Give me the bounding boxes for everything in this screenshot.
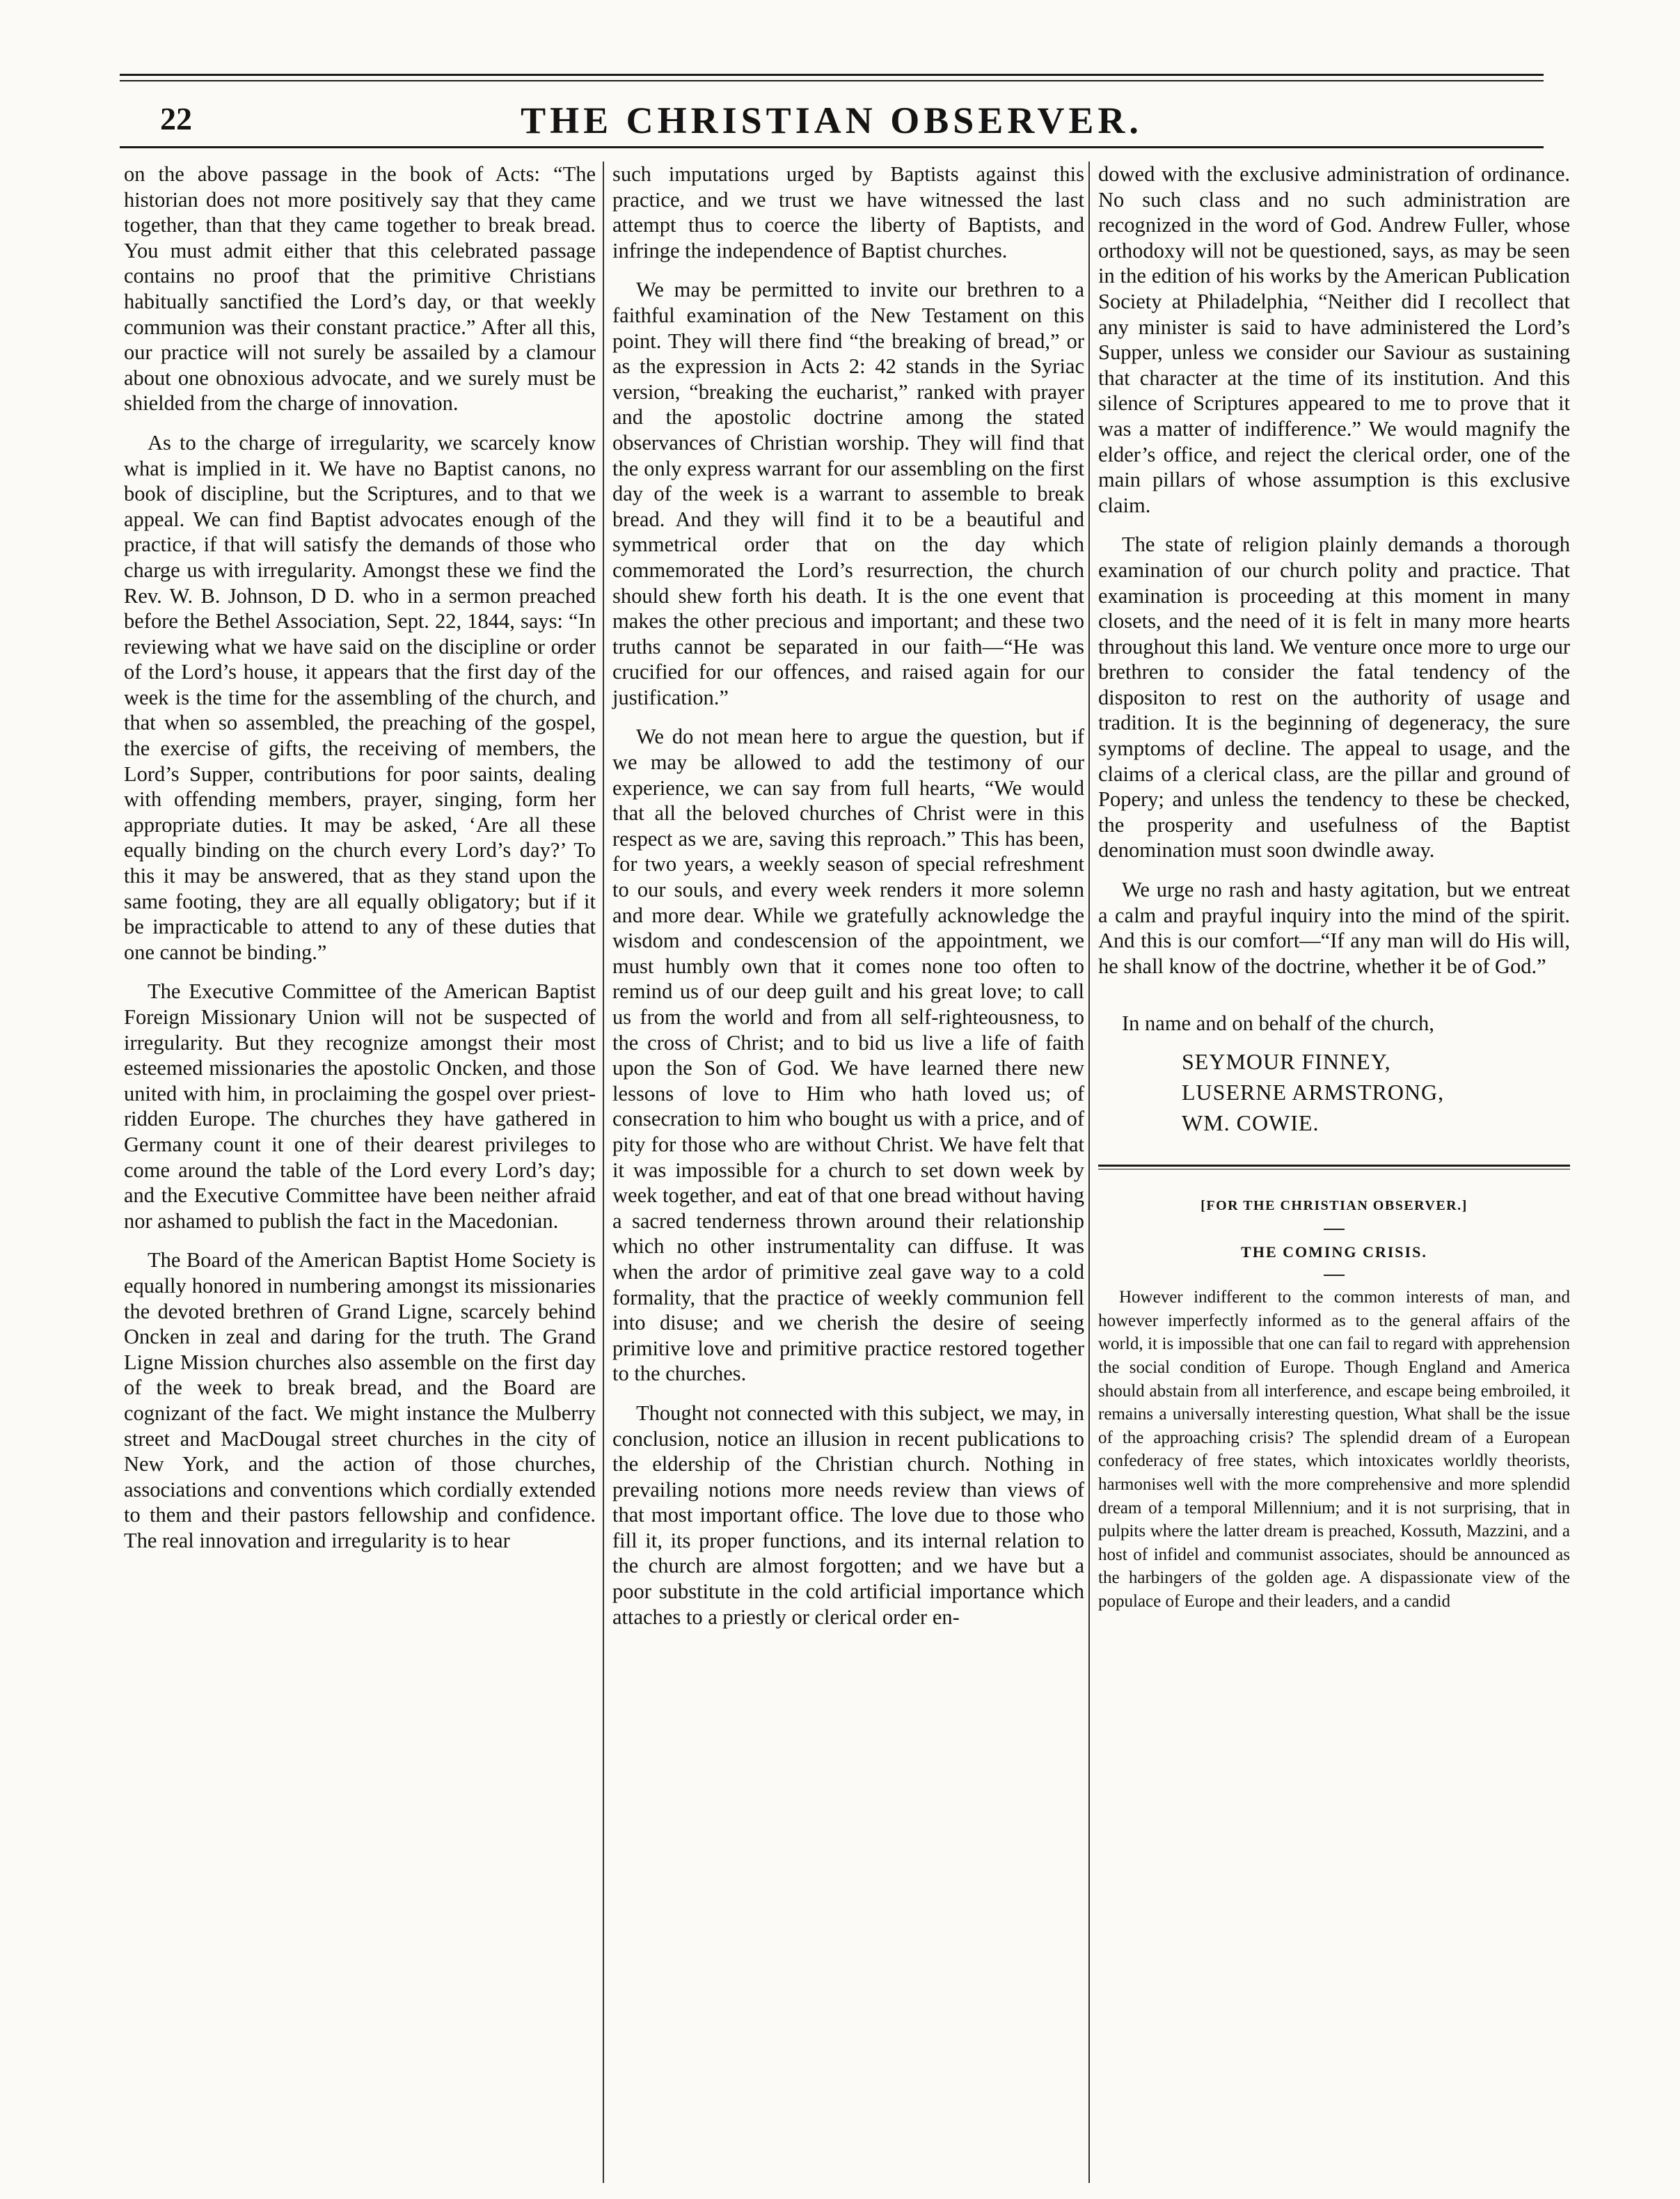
paragraph: on the above passage in the book of Acts: “The historian does not more positively say that they came together, than that they came together to break bread. You must admit either that this celebrated passage contains no proof that the primitive Christians habitually sanctified the Lord’s day, or that weekly communion was their constant practice.” After all this, our practice will not surely be assailed by a clamour about one obnoxious advocate, and we surely must be shielded from the charge of innovation. <box>124 162 596 416</box>
signatory-name: WM. COWIE. <box>1182 1110 1320 1135</box>
paragraph: We may be permitted to invite our brethren to a faithful examination of the New Testament on this point. They will there find “the breaking of bread,” or as the expression in Acts 2: 42 stands in the Syriac version, “breaking the eucharist,” ranked with prayer and the apostolic doctrine among the stated observances of Christian worship. They will find that the only express warrant for our assembling on the first day of the week is a warrant to assemble to break bread. And they will find it to be a beautiful and symmetrical order that on the day which commemorated the Lord’s resurrection, the church should shew forth his death. It is the one event that makes the other precious and important; and these two truths cannot be separated in our faith—“He was crucified for our offences, and raised again for our justification.” <box>612 278 1084 709</box>
masthead <box>120 95 1544 143</box>
short-dash <box>1324 1229 1345 1230</box>
header-rule <box>120 146 1544 148</box>
paragraph: However indifferent to the common interests of man, and however imperfectly informed as to the general affairs of the world, it is impossible that one can fail to regard with apprehension the social condition of Europe. Though England and America should abstain from all interference, and escape being embroiled, it remains a universally interesting question, What shall be the issue of the approaching crisis? The splendid dream of a European confederacy of free states, which intoxicates worldly theorists, harmonises well with the more comprehensive and more splendid dream of a temporal Millennium; and it is not surprising, that in pulpits where the latter dream is preached, Kossuth, Mazzini, and a host of infidel and communist associates, should be announced as the harbingers of the golden age. A dispassionate view of the populace of Europe and their leaders, and a candid <box>1098 1288 1570 1611</box>
paragraph: We urge no rash and hasty agitation, but we entreat a calm and prayful inquiry into the mind of the spirit. And this is our comfort—“If any man will do His will, he shall know of the doctrine, whether it be of God.” <box>1098 878 1570 978</box>
signoff-block <box>1098 1011 1570 1138</box>
paragraph: The Executive Committee of the American Baptist Foreign Missionary Union will not be suspected of irregularity. But they recognize amongst their most esteemed missionaries the apostolic Oncken, and those united with him, in proclaiming the gospel over priest-ridden Europe. The churches they have gathered in Germany count it one of their dearest privileges to come around the table of the Lord every Lord’s day; and the Executive Committee have been neither afraid nor ashamed to publish the fact in the Macedonian. <box>124 979 596 1233</box>
signoff-intro: In name and on behalf of the church, <box>1122 1011 1434 1036</box>
column-three <box>1098 161 1570 1614</box>
section-divider <box>1098 1165 1570 1169</box>
column-divider <box>1088 161 1090 2183</box>
column-two <box>612 161 1084 1644</box>
paragraph: The state of religion plainly demands a thorough examination of our church polity and practice. That examination is proceeding at this moment in many closets, and the need of it is felt in many more hearts throughout this land. We venture once more to urge our brethren to consider the fatal tendency of the dispositon to rest on the authority of usage and tradition. It is the beginning of degeneracy, the sure symptoms of decline. The appeal to usage, and the claims of a clerical class, are the pillar and ground of Popery; and unless the tendency to these be checked, the prosperity and usefulness of the Baptist denomination must soon dwindle away. <box>1098 533 1570 862</box>
article-body <box>1098 1286 1570 1613</box>
attribution-line: [FOR THE CHRISTIAN OBSERVER.] <box>1200 1198 1468 1213</box>
article-title: THE COMING CRISIS. <box>1241 1243 1427 1261</box>
paragraph: Thought not connected with this subject, we may, in conclusion, notice an illusion in recent publications to the eldership of the Christian church. Nothing in prevailing notions more needs review than views of that most important office. The love due to those who fill it, its proper functions, and its internal relation to the church are almost forgotten; and we have but a poor substitute in the cold artificial importance which attaches to a priestly or clerical order en- <box>612 1401 1084 1629</box>
column-divider <box>603 161 604 2183</box>
paragraph: As to the charge of irregularity, we scarcely know what is implied in it. We have no Baptist canons, no book of discipline, but the Scriptures, and to that we appeal. We can find Baptist advocates enough of the practice, if that will satisfy the demands of those who charge us with irregularity. Amongst these we find the Rev. W. B. Johnson, D D. who in a sermon preached before the Bethel Association, Sept. 22, 1844, says: “In reviewing what we have said on the discipline or order of the Lord’s house, it appears that the first day of the week is the time for the assembling of the church, and that when so assembled, the preaching of the gospel, the exercise of gifts, the receiving of members, the Lord’s Supper, contributions for poor saints, dealing with offending members, prayer, singing, form her appropriate duties. It may be asked, ‘Are all these equally binding on the church every Lord’s day?’ To this it may be answered, that as they stand upon the same footing, they are all equally obligatory; but if it be impracticable to attend to any of these duties that one cannot be binding.” <box>124 430 596 964</box>
page-number: 22 <box>160 101 192 136</box>
paragraph: such imputations urged by Baptists against this practice, and we trust we have witnessed the last attempt thus to coerce the liberty of Baptists, and infringe the independence of Baptist churches. <box>612 162 1084 262</box>
paragraph: dowed with the exclusive administration of ordinance. No such class and no such administration are recognized in the word of God. Andrew Fuller, whose orthodoxy will not be questioned, says, as may be seen in the edition of his works by the American Publication Society at Philadelphia, “Neither did I recollect that any minister is said to have administered the Lord’s Supper, unless we consider our Saviour as sustaining that character at the time of its institution. And this silence of Scriptures appeared to me to prove that it was a matter of indifference.” We would magnify the elder’s office, and reject the clerical order, one of the main pillars of whose assumption is this exclusive claim. <box>1098 162 1570 517</box>
column-one <box>124 161 596 1567</box>
short-dash <box>1324 1275 1345 1276</box>
paragraph: We do not mean here to argue the question, but if we may be allowed to add the testimony of our experience, we can say from full hearts, “We would that all the beloved churches of Christ were in this respect as we are, saving this reproach.” This has been, for two years, a weekly season of special refreshment to our souls, and every week renders it more solemn and more dear. While we gratefully acknowledge the wisdom and condescension of the appointment, we must humbly own that it comes none too often to remind us of our deep guilt and his great love; to call us from the world and from all self-righteousness, to the cross of Christ; and to bid us live a life of faith upon the Son of God. We have learned there new lessons of love to Him who hath loved us; of consecration to him who bought us with a price, and of pity for those who are without Christ. We have felt that it was impossible for a church to set down week by week together, and eat of that one bread without having a sacred tenderness thrown around their relationship which no other instrumentality can diffuse. It was when the ardor of primitive zeal gave way to a cold formality, that the practice of weekly communion fell into disuse; and we cherish the desire of seeing primitive love and primitive practice restored together to the churches. <box>612 725 1085 1386</box>
top-double-rule <box>120 74 1544 81</box>
journal-title: THE CHRISTIAN OBSERVER. <box>521 100 1143 141</box>
paragraph: The Board of the American Baptist Home Society is equally honored in numbering amongst its missionaries the devoted brethren of Grand Ligne, scarcely behind Oncken in zeal and daring for the truth. The Grand Ligne Mission churches also assemble on the first day of the week to break bread, and the Board are cognizant of the fact. We might instance the Mulberry street and MacDougal street churches in the city of New York, and the action of those churches, associations and conventions which cordially extended to them and their pastors fellowship and confidence. The real innovation and irregularity is to hear <box>124 1248 596 1552</box>
signatory-name: SEYMOUR FINNEY, <box>1182 1049 1391 1074</box>
signatory-name: LUSERNE ARMSTRONG, <box>1182 1080 1445 1105</box>
